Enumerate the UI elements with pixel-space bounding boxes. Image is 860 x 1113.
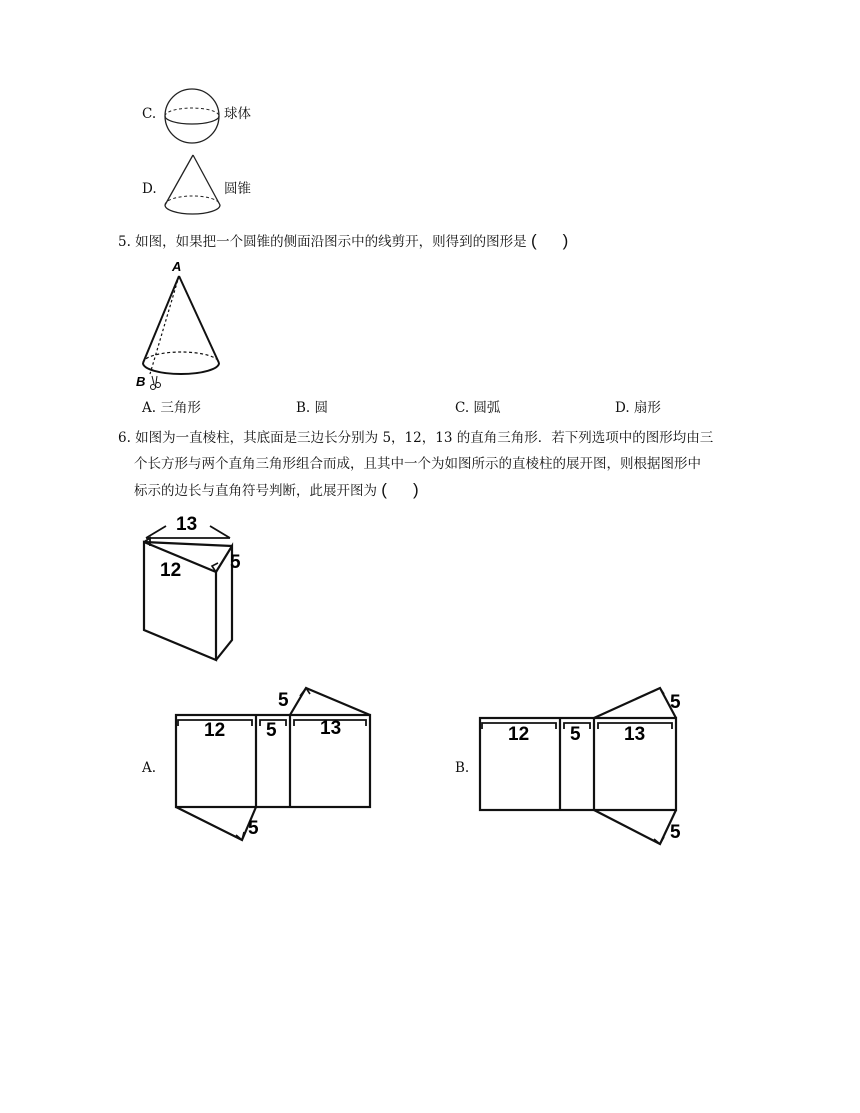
q5-choice-b: B. 圆	[296, 400, 329, 416]
sphere-figure	[160, 84, 224, 148]
option-c-letter: C.	[142, 106, 157, 122]
net-a-figure	[168, 682, 378, 846]
option-d-label: 圆锥	[224, 181, 251, 197]
scissors-icon	[151, 376, 161, 390]
question-6-line-1: 6. 如图为一直棱柱，其底面是三边长分别为 5，12，13 的直角三角形．若下列选项中的图形均由三	[118, 430, 714, 446]
base-point-label-b: B	[136, 374, 146, 389]
net-b-figure	[474, 684, 694, 848]
net-a-letter: A.	[142, 760, 157, 776]
net-a-label-5-bottom: 5	[248, 818, 259, 839]
net-b-label-5-bottom: 5	[670, 822, 681, 843]
prism-label-top: 13	[176, 514, 198, 535]
net-b-label-13: 13	[624, 724, 646, 745]
answer-paren-open: (	[381, 480, 387, 499]
answer-paren-close: )	[562, 231, 569, 250]
cone-cut-figure	[132, 258, 232, 392]
prism-label-right: 5	[230, 552, 241, 573]
answer-paren-open: (	[530, 231, 537, 250]
question-6-line-3	[134, 478, 419, 503]
question-6-text-tail: 标示的边长与直角符号判断，此展开图为	[134, 483, 377, 499]
net-a-label-13: 13	[320, 718, 342, 739]
question-6-line-2: 个长方形与两个直角三角形组合而成，且其中一个为如图所示的直棱柱的展开图，则根据图形中	[134, 456, 701, 472]
net-b-label-5: 5	[570, 724, 581, 745]
q5-choice-c: C. 圆弧	[455, 400, 501, 416]
net-b-letter: B.	[455, 760, 470, 776]
question-5-stem	[118, 229, 568, 254]
net-a-label-5: 5	[266, 720, 277, 741]
q5-choice-a: A. 三角形	[142, 400, 201, 416]
net-b-label-12: 12	[508, 724, 530, 745]
question-5-text: 5. 如图，如果把一个圆锥的侧面沿图示中的线剪开，则得到的图形是	[118, 234, 527, 250]
option-c-label: 球体	[224, 106, 251, 122]
vertex-label-a: A	[172, 259, 182, 274]
prism-label-left: 12	[160, 560, 182, 581]
option-d-letter: D.	[142, 181, 157, 197]
net-a-label-12: 12	[204, 720, 226, 741]
net-a-label-5-top: 5	[278, 690, 289, 711]
answer-paren-close: )	[412, 480, 419, 499]
q5-choice-d: D. 扇形	[615, 400, 661, 416]
net-b-label-5-top: 5	[670, 692, 681, 713]
cone-figure	[160, 152, 224, 220]
prism-figure	[136, 508, 256, 668]
